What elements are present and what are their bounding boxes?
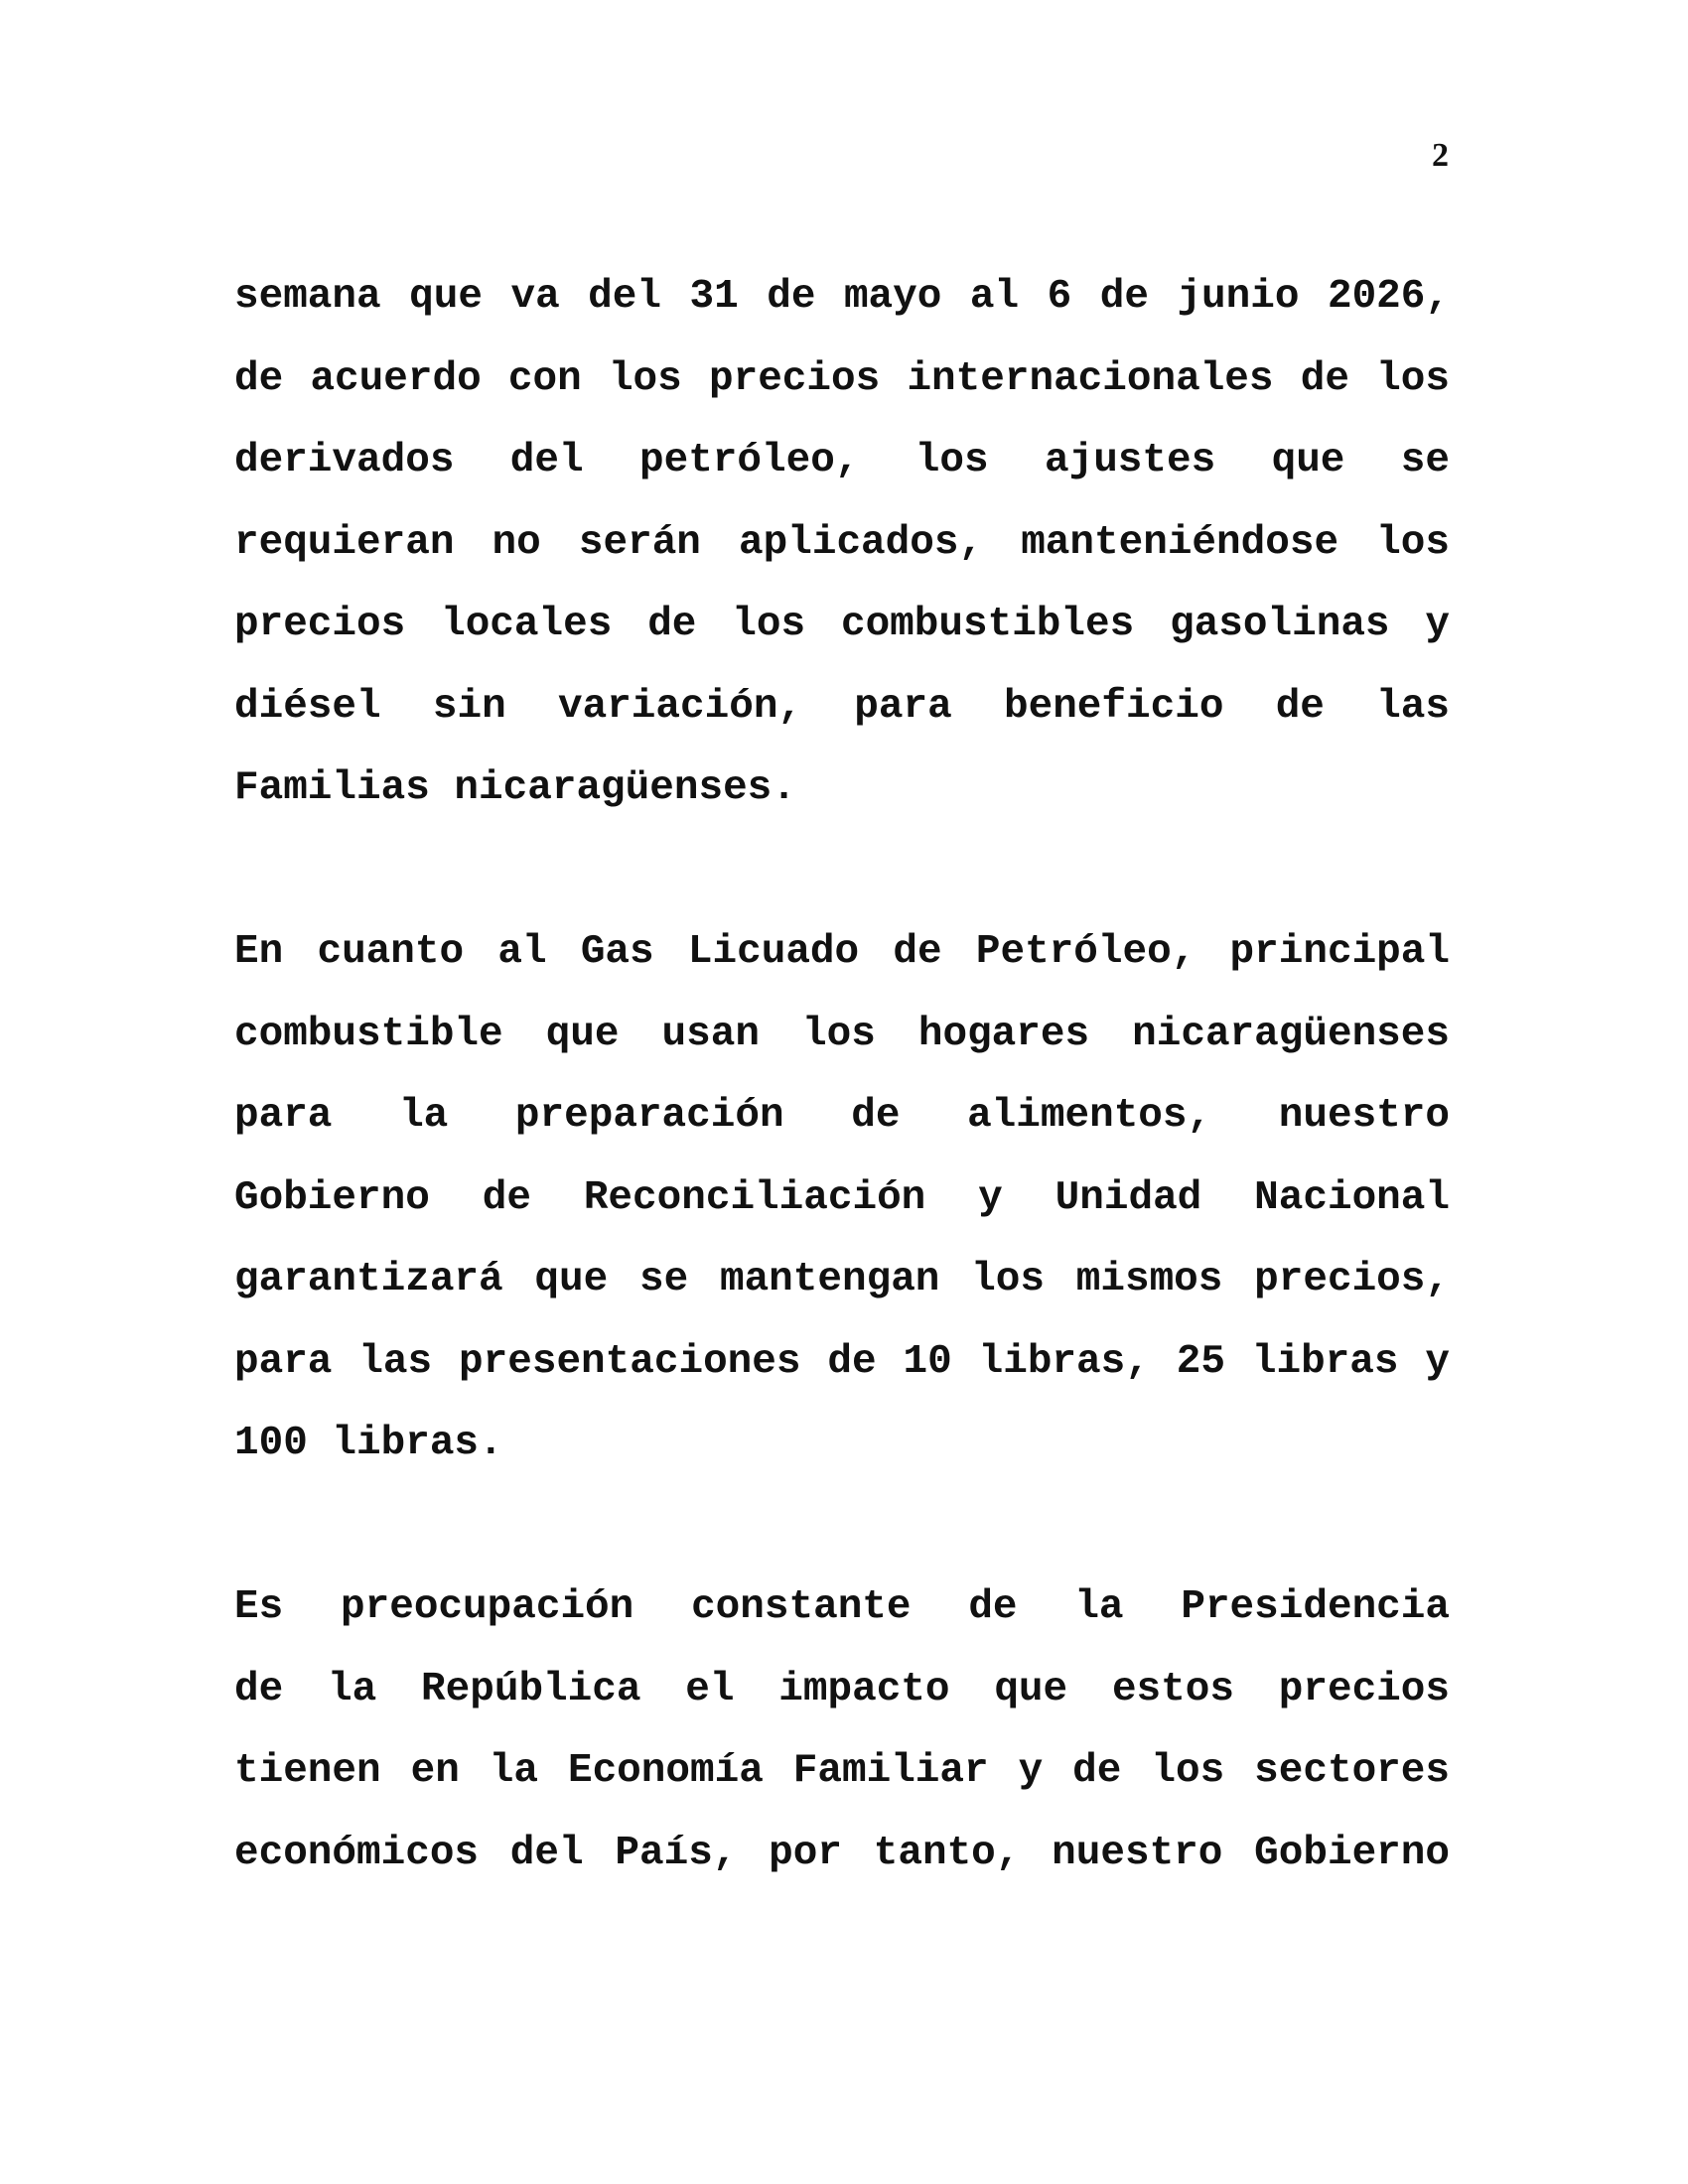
document-body <box>234 256 1450 1894</box>
text-line: 100 libras. <box>234 1421 503 1466</box>
text-line: precios locales de los combustibles gasolinas y <box>234 602 1450 647</box>
paragraph-fuel-prices <box>234 256 1450 830</box>
text-line: de acuerdo con los precios internacionales de los <box>234 355 1450 402</box>
text-line: de la República el impacto que estos precios <box>234 1666 1450 1712</box>
paragraph-lpg <box>234 911 1450 1485</box>
text-line: tienen en la Economía Familiar y de los sectores <box>234 1748 1450 1794</box>
paragraph-presidency-concern <box>234 1567 1450 1894</box>
text-line: semana que va del 31 de mayo al 6 de junio 2026, <box>234 274 1450 320</box>
text-line: Familias nicaragüenses. <box>234 765 796 811</box>
text-line: para las presentaciones de 10 libras, 25 libras y <box>234 1338 1450 1385</box>
page-number: 2 <box>1432 137 1449 174</box>
text-line: requieran no serán aplicados, manteniéndose los <box>234 519 1450 566</box>
text-line: Gobierno de Reconciliación y Unidad Nacional <box>234 1174 1450 1221</box>
text-line: para la preparación de alimentos, nuestro <box>234 1093 1450 1139</box>
text-line: En cuanto al Gas Licuado de Petróleo, principal <box>234 929 1450 975</box>
text-line: económicos del País, por tanto, nuestro Gobierno <box>234 1830 1450 1876</box>
text-line: derivados del petróleo, los ajustes que se <box>234 438 1450 483</box>
text-line: Es preocupación constante de la Presidencia <box>234 1584 1450 1630</box>
text-line: combustible que usan los hogares nicaragüenses <box>234 1011 1450 1057</box>
text-line: diésel sin variación, para beneficio de las <box>234 683 1450 730</box>
text-line: garantizará que se mantengan los mismos precios, <box>234 1257 1450 1302</box>
